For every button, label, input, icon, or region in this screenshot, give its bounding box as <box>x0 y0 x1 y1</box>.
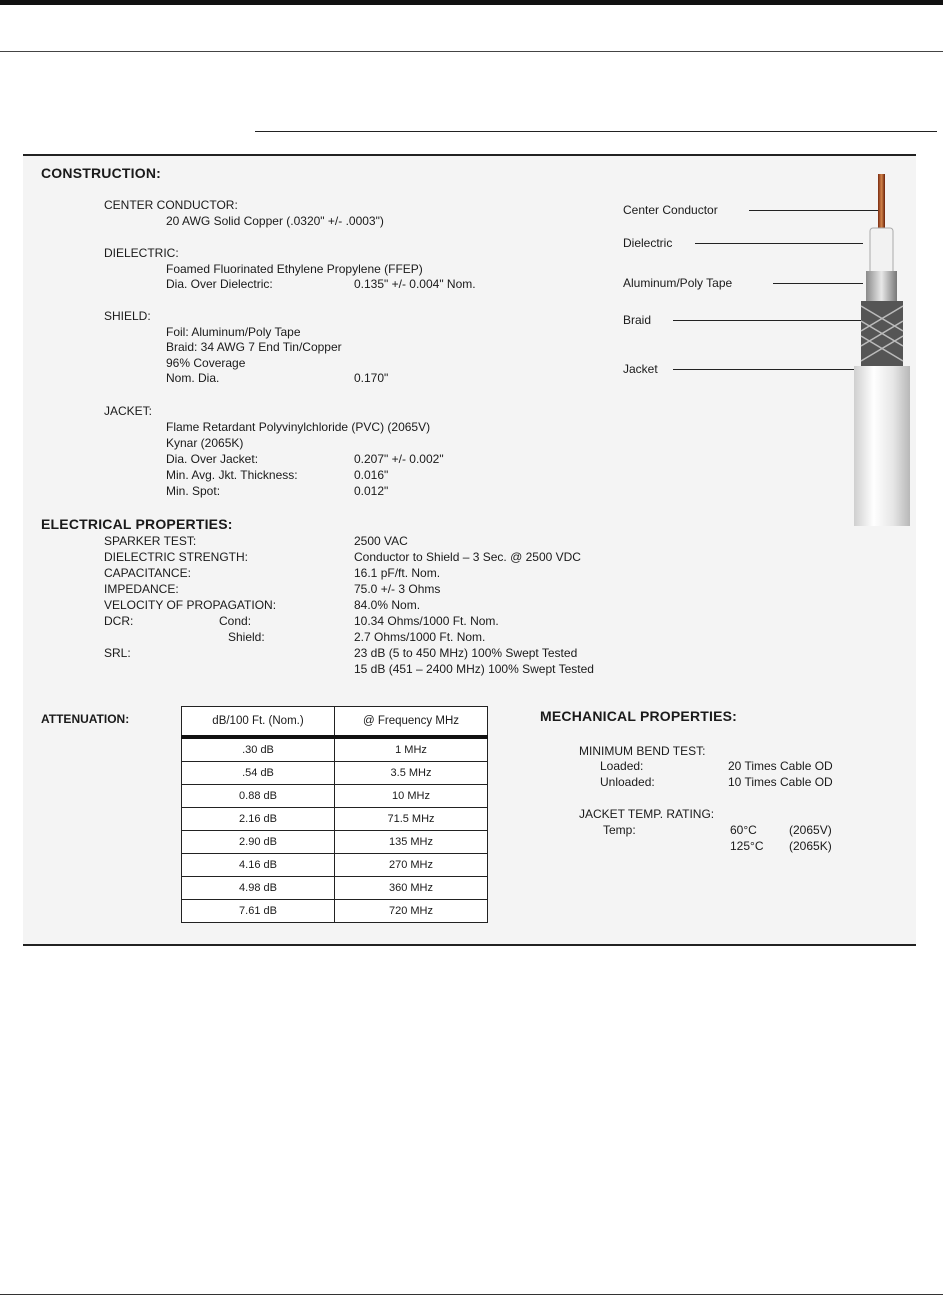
electrical-label: DIELECTRIC STRENGTH: <box>104 550 249 564</box>
shield-label: SHIELD: <box>104 309 151 323</box>
dcr-cond-label: Cond: <box>219 614 252 628</box>
db-cell: 0.88 dB <box>182 785 335 808</box>
shield-nom-value: 0.170" <box>354 371 389 385</box>
coax-cable-image <box>848 166 918 526</box>
callout-line <box>695 243 863 244</box>
db-cell: 2.16 dB <box>182 808 335 831</box>
freq-cell: 720 MHz <box>335 900 488 923</box>
header-rule <box>0 51 943 52</box>
jacket-row-value: 0.012" <box>354 484 389 498</box>
srl-label: SRL: <box>104 646 131 660</box>
db-cell: 4.98 dB <box>182 877 335 900</box>
temp-label: Temp: <box>603 823 636 837</box>
temp-k-code: (2065K) <box>789 839 832 853</box>
freq-cell: 360 MHz <box>335 877 488 900</box>
jacket-row-value: 0.207" +/- 0.002" <box>354 452 444 466</box>
callout-braid: Braid <box>623 313 652 327</box>
electrical-value: Conductor to Shield – 3 Sec. @ 2500 VDC <box>354 550 581 564</box>
shield-coverage: 96% Coverage <box>166 356 246 370</box>
footer-rule <box>0 1294 943 1295</box>
electrical-value: 16.1 pF/ft. Nom. <box>354 566 441 580</box>
db-cell: 4.16 dB <box>182 854 335 877</box>
srl-line: 23 dB (5 to 450 MHz) 100% Swept Tested <box>354 646 578 660</box>
top-rule <box>0 0 943 5</box>
freq-cell: 3.5 MHz <box>335 762 488 785</box>
electrical-heading: ELECTRICAL PROPERTIES: <box>41 516 233 532</box>
db-cell: 2.90 dB <box>182 831 335 854</box>
table-row <box>182 785 488 808</box>
db-cell: .54 dB <box>182 762 335 785</box>
callout-line <box>673 369 859 370</box>
center-conductor-value: 20 AWG Solid Copper (.0320" +/- .0003") <box>166 214 384 228</box>
bend-test-label: MINIMUM BEND TEST: <box>579 744 706 758</box>
table-row <box>182 900 488 923</box>
temp-rating-label: JACKET TEMP. RATING: <box>579 807 715 821</box>
temp-k-value: 125°C <box>730 839 764 853</box>
jacket-material: Flame Retardant Polyvinylchloride (PVC) (2065V) <box>166 420 431 434</box>
jacket-row-label: Dia. Over Jacket: <box>166 452 259 466</box>
electrical-label: VELOCITY OF PROPAGATION: <box>104 598 277 612</box>
mechanical-heading: MECHANICAL PROPERTIES: <box>540 708 738 724</box>
electrical-value: 2500 VAC <box>354 534 408 548</box>
dcr-cond-value: 10.34 Ohms/1000 Ft. Nom. <box>354 614 499 628</box>
dcr-shield-label: Shield: <box>228 630 265 644</box>
jacket-kynar: Kynar (2065K) <box>166 436 244 450</box>
shield-foil: Foil: Aluminum/Poly Tape <box>166 325 301 339</box>
dielectric-dia-value: 0.135" +/- 0.004" Nom. <box>354 277 476 291</box>
dcr-shield-value: 2.7 Ohms/1000 Ft. Nom. <box>354 630 486 644</box>
freq-cell: 135 MHz <box>335 831 488 854</box>
section-rule <box>255 131 937 132</box>
jacket-label: JACKET: <box>104 404 153 418</box>
shield-braid: Braid: 34 AWG 7 End Tin/Copper <box>166 340 342 354</box>
electrical-label: CAPACITANCE: <box>104 566 191 580</box>
table-row <box>182 762 488 785</box>
electrical-label: SPARKER TEST: <box>104 534 197 548</box>
dielectric-material: Foamed Fluorinated Ethylene Propylene (FFEP) <box>166 262 423 276</box>
bend-loaded-label: Loaded: <box>600 759 644 773</box>
freq-cell: 270 MHz <box>335 854 488 877</box>
callout-jacket: Jacket <box>623 362 658 376</box>
table-row <box>182 877 488 900</box>
shield-nom-label: Nom. Dia. <box>166 371 220 385</box>
jacket-row-label: Min. Spot: <box>166 484 221 498</box>
bend-unloaded-value: 10 Times Cable OD <box>728 775 833 789</box>
temp-v-value: 60°C <box>730 823 757 837</box>
column-header: dB/100 Ft. (Nom.) <box>182 707 335 738</box>
center-conductor-label: CENTER CONDUCTOR: <box>104 198 238 212</box>
callout-center-conductor: Center Conductor <box>623 203 718 217</box>
dielectric-dia-label: Dia. Over Dielectric: <box>166 277 273 291</box>
table-row <box>182 808 488 831</box>
attenuation-table <box>181 706 488 923</box>
spec-sheet-image <box>23 154 916 946</box>
temp-v-code: (2065V) <box>789 823 832 837</box>
table-row <box>182 831 488 854</box>
freq-cell: 71.5 MHz <box>335 808 488 831</box>
jacket-row-label: Min. Avg. Jkt. Thickness: <box>166 468 298 482</box>
attenuation-heading: ATTENUATION: <box>41 712 130 726</box>
construction-heading: CONSTRUCTION: <box>41 165 162 181</box>
jacket-row-value: 0.016" <box>354 468 389 482</box>
electrical-label: IMPEDANCE: <box>104 582 179 596</box>
electrical-value: 75.0 +/- 3 Ohms <box>354 582 441 596</box>
callout-line <box>673 320 863 321</box>
column-header: @ Frequency MHz <box>335 707 488 738</box>
dcr-label: DCR: <box>104 614 134 628</box>
db-cell: 7.61 dB <box>182 900 335 923</box>
bend-loaded-value: 20 Times Cable OD <box>728 759 833 773</box>
freq-cell: 1 MHz <box>335 737 488 762</box>
callout-aluminum-tape: Aluminum/Poly Tape <box>623 276 733 290</box>
table-row <box>182 737 488 762</box>
freq-cell: 10 MHz <box>335 785 488 808</box>
callout-dielectric: Dielectric <box>623 236 673 250</box>
srl-line: 15 dB (451 – 2400 MHz) 100% Swept Tested <box>354 662 594 676</box>
db-cell: .30 dB <box>182 737 335 762</box>
electrical-value: 84.0% Nom. <box>354 598 421 612</box>
dielectric-label: DIELECTRIC: <box>104 246 179 260</box>
bend-unloaded-label: Unloaded: <box>600 775 655 789</box>
table-row <box>182 854 488 877</box>
